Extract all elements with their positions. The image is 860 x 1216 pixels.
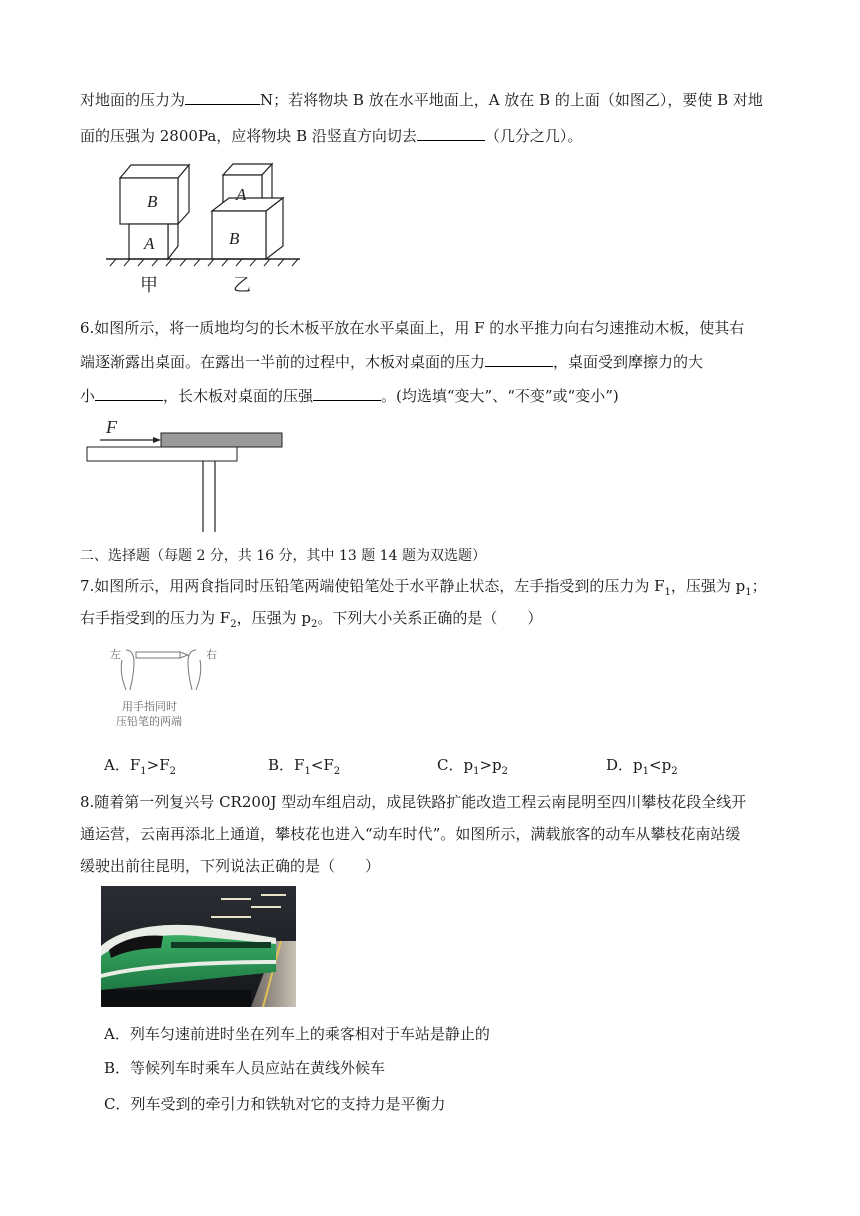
figure-label-yi: 乙 xyxy=(233,275,251,296)
q7-text: 右手指受到的压力为 F xyxy=(80,609,231,627)
option-text: <p xyxy=(649,756,672,774)
q6-text: 。(均选填“变大”、“不变”或“变小”) xyxy=(381,387,619,405)
subscript: 2 xyxy=(310,619,318,630)
q6-text: 端逐渐露出桌面。在露出一半前的过程中，木板对桌面的压力 xyxy=(80,353,486,371)
q7-text: 7.如图所示，用两食指同时压铅笔两端使铅笔处于水平静止状态，左手指受到的压力为 F xyxy=(80,577,665,595)
answer-blank[interactable] xyxy=(95,384,163,401)
q7-text: 。下列大小关系正确的是（ ） xyxy=(317,609,543,627)
subscript: 2 xyxy=(671,766,678,777)
subscript: 2 xyxy=(333,766,341,777)
option-d[interactable] xyxy=(606,755,678,782)
left-label: 左 xyxy=(110,648,121,661)
section-heading: 二、选择题（每题 2 分，共 16 分，其中 13 题 14 题为双选题） xyxy=(80,548,486,564)
option-text: B．F xyxy=(268,756,305,774)
subscript: 1 xyxy=(140,766,147,777)
pencil-tip xyxy=(180,652,188,658)
subscript: 1 xyxy=(304,766,311,777)
q6-line-2 xyxy=(80,350,703,372)
option-b[interactable] xyxy=(268,755,340,782)
q8-line-2: 通运营，云南再添北上通道，攀枝花也进入“动车时代”。如图所示，满载旅客的动车从攀枝花南站缓 xyxy=(80,825,741,843)
option-c[interactable] xyxy=(437,755,508,782)
block-a2-label: A xyxy=(236,185,247,204)
q6-text: ，长木板对桌面的压强 xyxy=(163,387,314,405)
q7-line-2 xyxy=(80,608,542,635)
q5-text: 面的压强为 2800Pa，应将物块 B 沿竖直方向切去 xyxy=(80,127,417,145)
table-top xyxy=(87,447,237,461)
q7-text: ，压强为 p xyxy=(670,577,746,595)
block-b1-label: B xyxy=(147,192,158,211)
train-photo xyxy=(101,886,296,1007)
pencil-figure xyxy=(102,642,226,734)
option-a[interactable]: A．列车匀速前进时坐在列车上的乘客相对于车站是静止的 xyxy=(104,1025,490,1043)
q6-line-3 xyxy=(80,384,619,406)
right-label: 右 xyxy=(206,648,217,661)
q7-line-1 xyxy=(80,576,767,603)
left-finger xyxy=(126,650,134,690)
q5-text: N；若将物块 B 放在水平地面上，A 放在 B 的上面（如图乙），要使 B 对地 xyxy=(260,91,763,109)
q5-line-2 xyxy=(80,124,582,146)
force-arrow-head xyxy=(153,437,161,443)
option-text: D．p xyxy=(606,756,643,774)
blocks-figure xyxy=(100,158,305,298)
subscript: 1 xyxy=(745,587,752,598)
option-c[interactable]: C．列车受到的牵引力和铁轨对它的支持力是平衡力 xyxy=(104,1095,446,1113)
subscript: 1 xyxy=(664,587,671,598)
train-side-windows xyxy=(171,942,271,948)
q7-text: ； xyxy=(751,577,767,595)
answer-blank[interactable] xyxy=(417,124,485,141)
subscript: 2 xyxy=(169,766,176,777)
option-text: A．F xyxy=(104,756,141,774)
option-text: <F xyxy=(310,756,334,774)
block-b2-label: B xyxy=(229,229,240,248)
answer-blank[interactable] xyxy=(313,384,381,401)
answer-blank[interactable] xyxy=(485,350,553,367)
option-text: C．p xyxy=(437,756,474,774)
q8-line-3: 缓驶出前往昆明，下列说法正确的是（ ） xyxy=(80,857,381,875)
figure-label-jia: 甲 xyxy=(140,275,158,296)
right-finger xyxy=(188,650,196,690)
option-b[interactable]: B．等候列车时乘车人员应站在黄线外候车 xyxy=(104,1059,386,1077)
subscript: 2 xyxy=(230,619,237,630)
pencil-body xyxy=(136,652,180,658)
figure-caption-1: 用手指同时 xyxy=(122,700,177,713)
figure-caption-2: 压铅笔的两端 xyxy=(116,715,182,728)
block-b1-top xyxy=(120,165,189,178)
force-label: F xyxy=(106,417,117,437)
option-text: >F xyxy=(146,756,170,774)
track xyxy=(101,990,251,1007)
q6-text: ，桌面受到摩擦力的大 xyxy=(553,353,704,371)
subscript: 2 xyxy=(501,766,509,777)
q5-line-1 xyxy=(80,88,763,110)
q6-line-1: 6.如图所示，将一质地均匀的长木板平放在水平桌面上，用 F 的水平推力向右匀速推动木板，使其右 xyxy=(80,319,745,337)
subscript: 1 xyxy=(642,766,650,777)
subscript: 1 xyxy=(473,766,480,777)
q6-text: 小 xyxy=(80,387,96,405)
q5-text: （几分之几）。 xyxy=(484,127,583,145)
board-table-figure xyxy=(84,414,288,534)
option-a[interactable] xyxy=(104,755,176,782)
q7-text: ，压强为 p xyxy=(236,609,311,627)
block-a1-label: A xyxy=(144,234,155,253)
q5-text: 对地面的压力为 xyxy=(80,91,186,109)
wooden-board xyxy=(161,433,282,447)
block-a1-side xyxy=(168,224,178,259)
option-text: >p xyxy=(479,756,502,774)
q8-line-1: 8.随着第一列复兴号 CR200J 型动车组启动，成昆铁路扩能改造工程云南昆明至四川攀枝花段全线开 xyxy=(80,793,747,811)
answer-blank[interactable] xyxy=(185,88,260,105)
